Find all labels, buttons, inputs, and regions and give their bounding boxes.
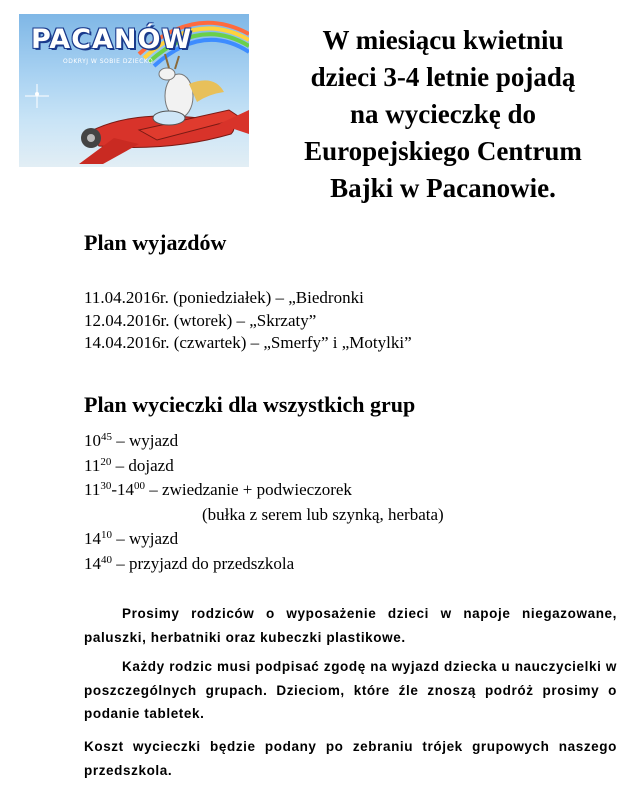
trip-dates-list [84,286,412,354]
pacanow-logo-image [19,14,249,167]
headline-line: na wycieczkę do [350,99,536,129]
headline-line: dzieci 3-4 letnie pojadą [310,62,576,92]
trip-date-item: 11.04.2016r. (poniedziałek) – „Biedronki [84,288,364,307]
schedule-item: $14^{10}$ – wyjazd [84,529,179,548]
headline [262,22,624,207]
schedule-item: $11^{30}-14^{00}$ – zwiedzanie + podwieczorek [84,480,352,499]
headline-line: Europejskiego Centrum [304,136,582,166]
schedule-list [84,429,444,576]
logo-subtitle: ODKRYJ W SOBIE DZIECKO [63,58,154,65]
trips-heading: Plan wyjazdów [84,230,227,255]
headline-line: Bajki w Pacanowie. [330,173,556,203]
notice-consent: Każdy rodzic musi podpisać zgodę na wyjazd dziecka u nauczycielki w poszczególnych grupach. Dzieciom, które źle znoszą podróż prosimy o podanie tabletek. [84,659,617,721]
trip-date-item: 14.04.2016r. (czwartek) – „Smerfy” i „Motylki” [84,333,412,352]
schedule-item: $11^{20}$ – dojazd [84,455,174,475]
schedule-note: (bułka z serem lub szynką, herbata) [202,504,444,524]
schedule-item: $10^{45}$ – wyjazd [84,431,179,450]
notice-supplies: Prosimy rodziców o wyposażenie dzieci w napoje niegazowane, paluszki, herbatniki oraz kubeczki plastikowe. [84,606,617,645]
schedule-heading: Plan wycieczki dla wszystkich grup [84,392,416,417]
trip-date-item: 12.04.2016r. (wtorek) – „Skrzaty” [84,310,317,330]
headline-line: W miesiącu kwietniu [322,25,564,55]
logo-title: PACANÓW [31,24,193,55]
schedule-item: $14^{40}$ – przyjazd do przedszkola [84,553,295,573]
notice-cost: Koszt wycieczki będzie podany po zebraniu trójek grupowych naszego przedszkola. [84,739,617,778]
